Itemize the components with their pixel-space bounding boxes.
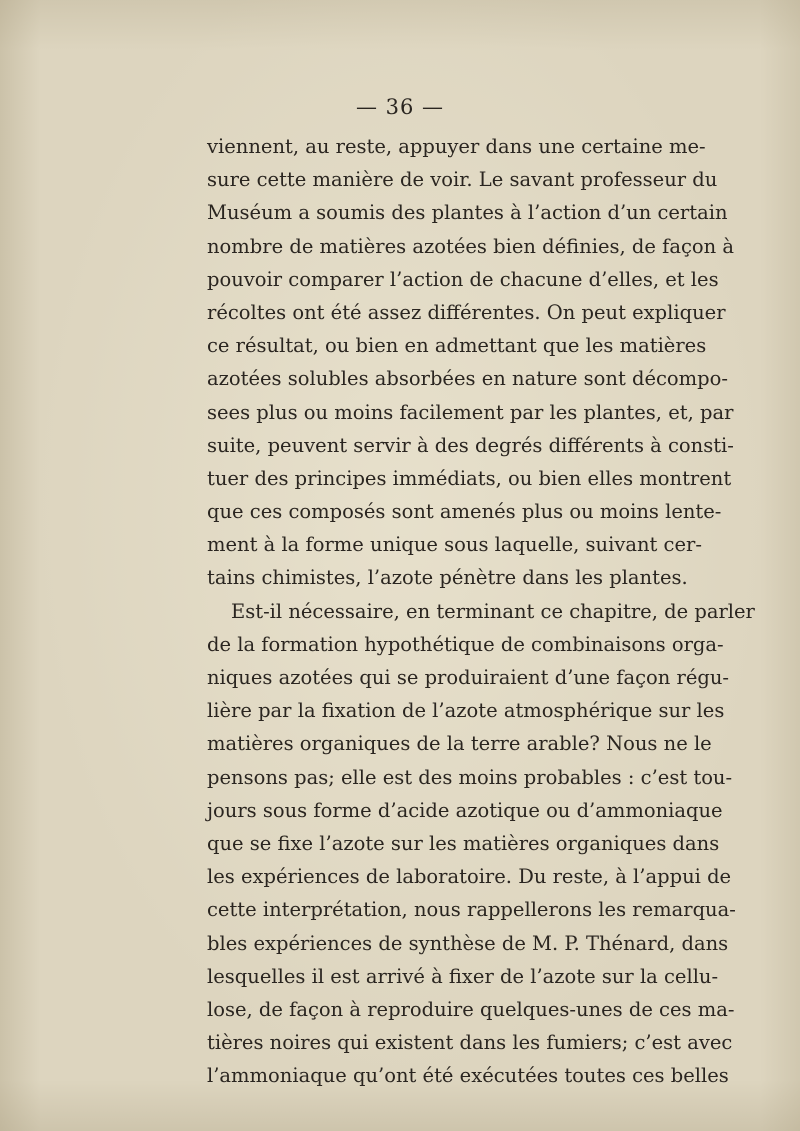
text-line: les expériences de laboratoire. Du reste, à l’appui de (207, 865, 732, 889)
text-line: ce résultat, ou bien en admettant que les matières (207, 334, 707, 358)
text-line: lière par la fixation de l’azote atmosphérique sur les (207, 699, 725, 723)
text-line: azotées solubles absorbées en nature sont décompo- (207, 367, 728, 391)
text-line: tières noires qui existent dans les fumiers; c’est avec (207, 1031, 733, 1055)
paragraph-start-line: Est-il nécessaire, en terminant ce chapitre, de parler (231, 599, 755, 623)
text-line: Muséum a soumis des plantes à l’action d’un certain (207, 201, 728, 225)
text-line: ment à la forme unique sous laquelle, suivant cer- (207, 533, 702, 557)
text-line: sees plus ou moins facilement par les plantes, et, par (207, 400, 734, 424)
text-line: de la formation hypothétique de combinaisons orga- (207, 632, 724, 656)
text-line: matières organiques de la terre arable? Nous ne le (207, 732, 712, 756)
paragraph-end-line: tains chimistes, l’azote pénètre dans les plantes. (207, 566, 688, 590)
text-line: bles expériences de synthèse de M. P. Thénard, dans (207, 931, 729, 955)
text-line: lesquelles il est arrivé à fixer de l’azote sur la cellu- (207, 964, 719, 988)
text-line: pouvoir comparer l’action de chacune d’elles, et les (207, 267, 719, 291)
body-text (207, 130, 755, 1092)
text-line: pensons pas; elle est des moins probables : c’est tou- (207, 765, 733, 789)
text-line: jours sous forme d’acide azotique ou d’ammoniaque (207, 798, 723, 822)
text-line: sure cette manière de voir. Le savant professeur du (207, 168, 718, 192)
text-line: tuer des principes immédiats, ou bien elles montrent (207, 466, 732, 490)
text-line: cette interprétation, nous rappellerons les remarqua- (207, 898, 736, 922)
text-line: suite, peuvent servir à des degrés différents à consti- (207, 433, 734, 457)
text-line: viennent, au reste, appuyer dans une certaine me- (207, 135, 706, 158)
text-line: lose, de façon à reproduire quelques-unes de ces ma- (207, 997, 735, 1021)
text-line: récoltes ont été assez différentes. On peut expliquer (207, 300, 726, 324)
text-line: que se fixe l’azote sur les matières organiques dans (207, 831, 720, 855)
text-line: nombre de matières azotées bien définies, de façon à (207, 234, 735, 258)
text-line: l’ammoniaque qu’ont été exécutées toutes ces belles (207, 1064, 729, 1088)
page-number: — 36 — (355, 95, 445, 119)
text-line: niques azotées qui se produiraient d’une façon régu- (207, 666, 729, 689)
text-line: que ces composés sont amenés plus ou moins lente- (207, 500, 722, 524)
